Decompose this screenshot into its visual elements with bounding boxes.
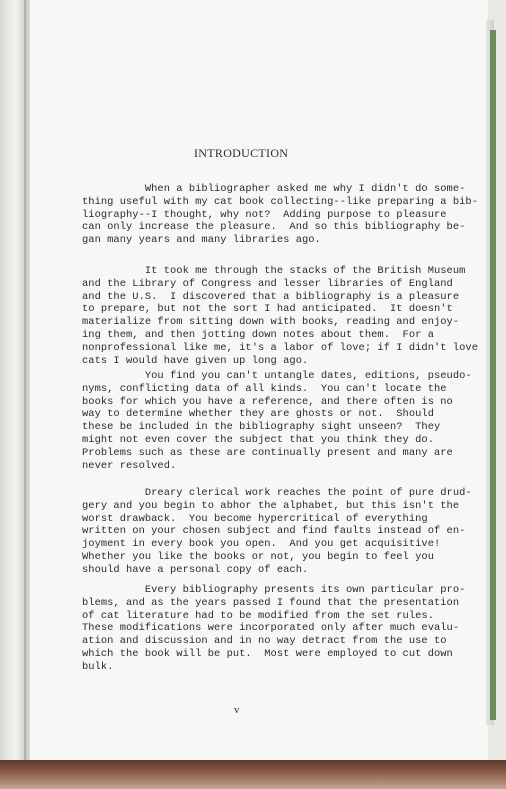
paragraph-4: Dreary clerical work reaches the point of pure gery and you begin to abhor the alphabet, but this isn't the worst drawback. You become hypercritical of everything written on your chosen subject and find faults instead of joyment in every book you open. And you get acquisitive! Whether you like the books or not, you begin to feel you should have a personal copy of each. xyxy=(82,487,460,576)
paragraph-3: You find you can't untangle dates, editions, pseudo- nyms, conflicting data of all kinds. You can't locate the books for which you have a reference, and there often is no way to determine whether they are ghosts or not. Should these be included in the bibliography sight unseen? They might not even cover the subject that you think they do. Problems such as these are continually present and many are never resolved. xyxy=(82,370,472,472)
paragraph-5: Every bibliography presents its own particular pro- blems, and as the years passed I found that the presentation of cat literature had to be modified from the set rules. These modifications were incorporated only after much evalu- ation and discussion and in no way detract from the use to which the book will be put. Most were employed to cut down bulk. xyxy=(82,584,466,673)
page-title: INTRODUCTION xyxy=(194,146,289,160)
paragraph-2: It took me through the stacks of the British Museum and the Library of Congress and lesser libraries of England and the U.S. I discovered that a bibliography is a pleasure to prepare, but not the sort I had anticipated. It doesn't materialize from sitting down with books, reading and enjoy- ing them, and then jotting down notes about them. For a nonprofessional like me, it's a labor of love; if I didn't cats I would have given up long ago. xyxy=(82,265,466,367)
facing-page-edge xyxy=(0,0,26,760)
page-number: v xyxy=(234,704,240,716)
book-cover-edge xyxy=(490,30,496,720)
table-surface xyxy=(0,760,506,789)
paragraph-1: When a bibliographer asked me why I didn't do some- thing useful with my cat book collecting--like preparing a liography--I thought, why not? Adding purpose to pleasure can only increase the pleasure. And so this bibliography gan many years and many libraries ago. xyxy=(82,183,466,247)
